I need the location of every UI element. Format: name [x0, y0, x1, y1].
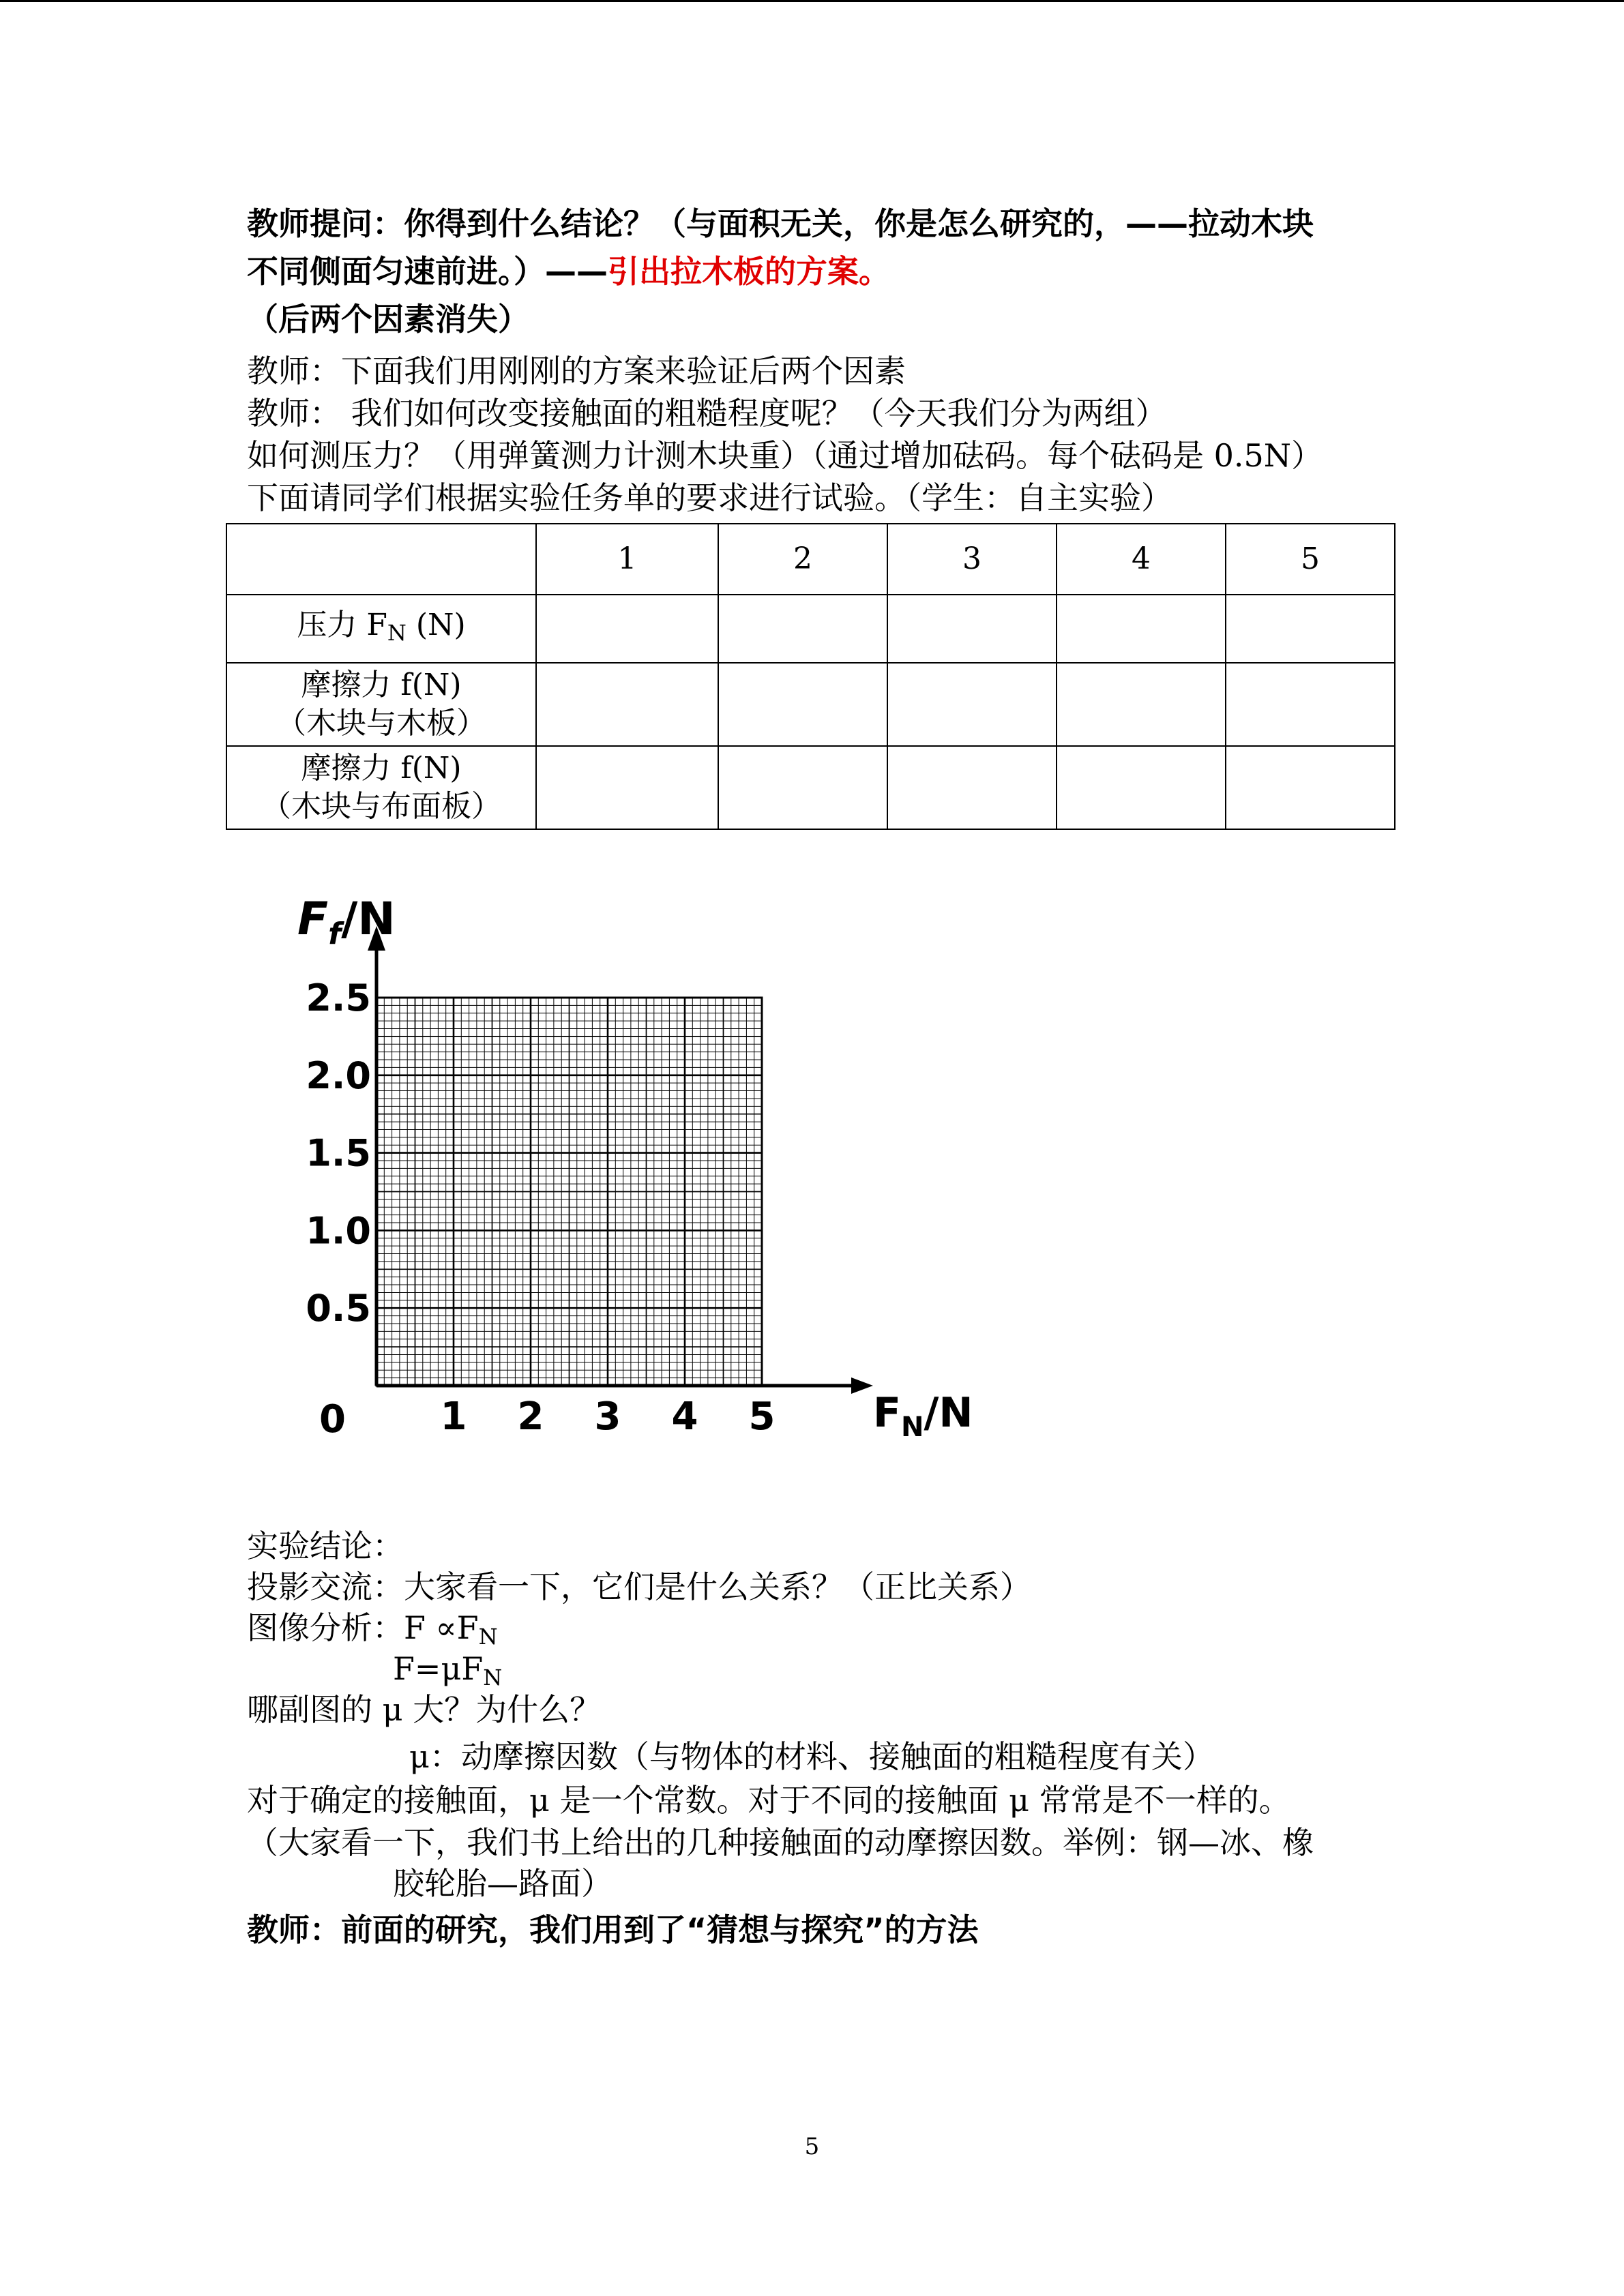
table-cell[interactable] — [536, 595, 718, 663]
x-tick-label: 5 — [748, 1395, 776, 1439]
page-number: 5 — [804, 2133, 820, 2160]
textbook-example-line1: （大家看一下，我们书上给出的几种接触面的动摩擦因数。举例：钢—冰、橡 — [247, 1824, 1314, 1861]
y-tick-label: 1.0 — [306, 1209, 371, 1253]
table-col-header: 5 — [1226, 524, 1395, 595]
formula-line: $F=\mu F_N$ — [393, 1650, 503, 1690]
table-col-header: 4 — [1057, 524, 1226, 595]
table-cell[interactable] — [1057, 595, 1226, 663]
table-row-pressure — [226, 595, 1395, 663]
table-col-header: 2 — [718, 524, 887, 595]
table-cell[interactable] — [1226, 663, 1395, 746]
friction-graph — [273, 893, 996, 1452]
table-col-header: 1 — [536, 524, 718, 595]
table-cell[interactable] — [718, 595, 887, 663]
table-cell[interactable] — [1057, 746, 1226, 829]
x-tick-label: 4 — [671, 1395, 698, 1439]
table-cell[interactable] — [887, 595, 1057, 663]
table-cell[interactable] — [887, 663, 1057, 746]
y-axis-label: $F_f/N$ — [297, 893, 396, 951]
factors-disappear-line: （后两个因素消失） — [247, 301, 529, 338]
conclusion-heading: 实验结论： — [247, 1527, 404, 1564]
y-tick-label: 2.5 — [306, 976, 371, 1019]
table-corner-cell — [226, 524, 536, 595]
table-cell[interactable] — [1057, 663, 1226, 746]
row-label-friction-cloth: 摩擦力 f(N) （木块与布面板） — [226, 746, 536, 829]
teacher-method-line: 教师：前面的研究，我们用到了“猜想与探究”的方法 — [247, 1911, 979, 1948]
row-label-friction-wood: 摩擦力 f(N) （木块与木板） — [226, 663, 536, 746]
table-cell[interactable] — [536, 663, 718, 746]
table-row-friction-wood — [226, 663, 1395, 746]
teacher-question-line1: 教师提问：你得到什么结论？（与面积无关，你是怎么研究的，——拉动木块 — [247, 205, 1314, 242]
question-mu-line: 哪副图的 μ 大？为什么？ — [247, 1691, 602, 1728]
experiment-data-table — [226, 523, 1396, 830]
teacher-verify-line: 教师：下面我们用刚刚的方案来验证后两个因素 — [247, 353, 906, 389]
table-cell[interactable] — [1226, 595, 1395, 663]
y-tick-label: 0.5 — [306, 1287, 371, 1330]
table-cell[interactable] — [1226, 746, 1395, 829]
table-row-friction-cloth — [226, 746, 1395, 829]
y-tick-label: 2.0 — [306, 1054, 371, 1097]
table-cell[interactable] — [718, 746, 887, 829]
pressure-measure-line: 如何测压力？（用弹簧测力计测木块重）（通过增加砝码。每个砝码是 0.5N） — [247, 437, 1323, 474]
table-header-row — [226, 524, 1395, 595]
x-axis-arrow — [851, 1377, 873, 1394]
x-tick-label: 3 — [594, 1395, 621, 1439]
origin-label: 0 — [319, 1397, 346, 1442]
grid-mid — [377, 998, 762, 1386]
teacher-question-line2: 不同侧面匀速前进。）——引出拉木板的方案。 — [247, 253, 890, 290]
table-cell[interactable] — [887, 746, 1057, 829]
textbook-example-line2: 胶轮胎—路面） — [393, 1865, 612, 1902]
teacher-roughness-line: 教师： 我们如何改变接触面的粗糙程度呢？（今天我们分为两组） — [247, 395, 1167, 432]
x-tick-label: 2 — [517, 1395, 544, 1439]
x-tick-label: 1 — [440, 1395, 467, 1439]
x-axis-label: $F_N/N$ — [873, 1389, 973, 1443]
table-cell[interactable] — [718, 663, 887, 746]
experiment-instruction-line: 下面请同学们根据实验任务单的要求进行试验。（学生：自主实验） — [247, 479, 1172, 516]
mu-definition-line: μ：动摩擦因数（与物体的材料、接触面的粗糙程度有关） — [409, 1738, 1214, 1775]
mu-constant-line: 对于确定的接触面，μ 是一个常数。对于不同的接触面 μ 常常是不一样的。 — [247, 1782, 1290, 1819]
table-cell[interactable] — [536, 746, 718, 829]
y-tick-label: 1.5 — [306, 1131, 371, 1175]
table-col-header: 3 — [887, 524, 1057, 595]
plan-highlight: 引出拉木板的方案 — [608, 253, 859, 290]
projection-line: 投影交流：大家看一下，它们是什么关系？（正比关系） — [247, 1568, 1031, 1605]
graph-analysis-line: 图像分析：$F \propto F_N$ — [247, 1609, 498, 1650]
row-label-pressure: 压力 $F_N$ (N) — [226, 595, 536, 663]
